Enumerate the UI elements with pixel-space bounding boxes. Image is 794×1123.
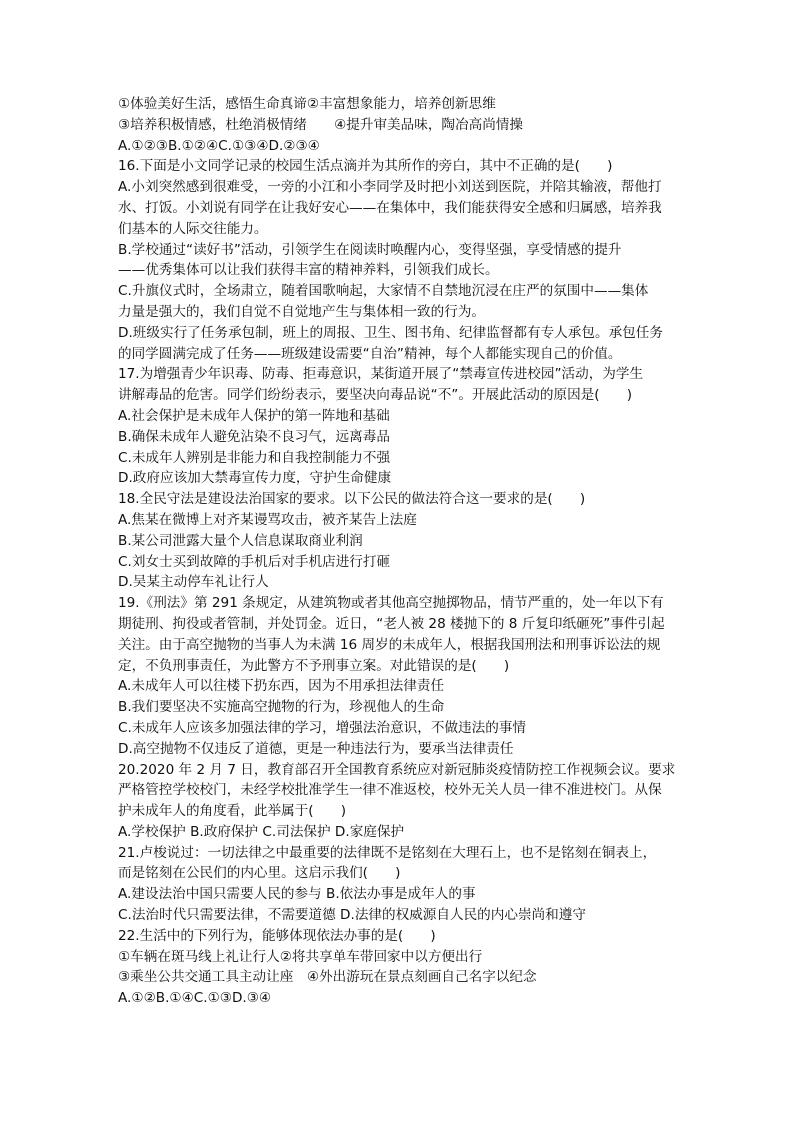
text-line: C.未成年人辨别是非能力和自我控制能力不强 (118, 449, 391, 466)
text-line: A.社会保护是未成年人保护的第一阵地和基础 (118, 407, 390, 424)
text-line: 期徒刑、拘役或者管制，并处罚金。近日，“老人被 28 楼抛下的 8 斤复印纸砸死”事件引起 (118, 615, 665, 632)
text-line: 21.卢梭说过：一切法律之中最重要的法律既不是铭刻在大理石上，也不是铭刻在铜表上， (118, 844, 657, 861)
text-line: C.刘女士买到故障的手机后对手机店进行打砸 (118, 553, 391, 570)
text-line: 力量是强大的，我们自觉不自觉地产生与集体相一致的行为。 (118, 303, 486, 320)
text-line: ①体验美好生活，感悟生命真谛②丰富想象能力，培养创新思维 (118, 96, 496, 112)
text-line: 讲解毒品的危害。同学们纷纷表示，要坚决向毒品说“不”。开展此活动的原因是( ) (118, 387, 633, 404)
text-line: 定，不负刑事责任，为此警方不予刑事立案。对此错误的是( ) (118, 657, 510, 674)
text-line: D.班级实行了任务承包制，班上的周报、卫生、图书角、纪律监督都有专人承包。承包任务 (118, 324, 663, 341)
text-line: 19.《刑法》第 291 条规定，从建筑物或者其他高空抛掷物品，情节严重的，处一年以下有 (118, 595, 664, 612)
text-line: 16.下面是小文同学记录的校园生活点滴并为其所作的旁白，其中不正确的是( ) (118, 158, 613, 175)
text-line: ③培养积极情感，杜绝消极情绪 ④提升审美品味，陶冶高尚情操 (118, 116, 523, 133)
text-line: C.未成年人应该多加强法律的学习，增强法治意识，不做违法的事情 (118, 719, 527, 736)
text-line: A.未成年人可以往楼下扔东西，因为不用承担法律责任 (118, 678, 445, 695)
text-line: D.高空抛物不仅违反了道德，更是一种违法行为，要承当法律责任 (118, 740, 514, 757)
text-line: B.某公司泄露大量个人信息谋取商业利润 (118, 532, 363, 549)
text-line: 22.生活中的下列行为，能够体现依法办事的是( ) (118, 927, 436, 944)
text-line: 而是铭刻在公民们的内心里。这启示我们( ) (118, 865, 401, 882)
text-line: A.①②B.①④C.①③D.③④ (118, 990, 272, 1007)
text-line: 护未成年人的角度看，此举属于( ) (118, 803, 347, 820)
text-line: A.①②③B.①②④C.①③④D.②③④ (118, 137, 320, 154)
text-line: ——优秀集体可以让我们获得丰富的精神养料，引领我们成长。 (118, 262, 499, 279)
text-line: 的同学圆满完成了任务——班级建设需要“自治”精神，每个人都能实现自己的价值。 (118, 345, 622, 362)
text-line: 20.2020 年 2 月 7 日，教育部召开全国教育系统应对新冠肺炎疫情防控工作视频会议。要求 (118, 761, 676, 778)
text-line: A.建设法治中国只需要人民的参与 B.依法办事是成年人的事 (118, 886, 476, 903)
text-line: 们基本的人际交往能力。 (118, 220, 268, 237)
text-line: D.吴某主动停车礼让行人 (118, 574, 269, 591)
text-line: 严格管控学校校门，未经学校批准学生一律不准返校，校外无关人员一律不准进校门。从保 (118, 782, 662, 799)
document-page (118, 94, 688, 1009)
text-line: C.法治时代只需要法律，不需要道德 D.法律的权威源自人民的内心崇尚和遵守 (118, 907, 586, 924)
text-line: B.我们要坚决不实施高空抛物的行为，珍视他人的生命 (118, 699, 445, 716)
text-line: A.学校保护 B.政府保护 C.司法保护 D.家庭保护 (118, 823, 405, 840)
text-line: A.小刘突然感到很难受，一旁的小江和小李同学及时把小刘送到医院，并陪其输液，帮他打 (118, 179, 662, 196)
text-line: 18.全民守法是建设法治国家的要求。以下公民的做法符合这一要求的是( ) (118, 491, 586, 508)
text-line: ③乘坐公共交通工具主动让座 ④外出游玩在景点刻画自己名字以纪念 (118, 969, 537, 986)
text-line: ①车辆在斑马线上礼让行人②将共享单车带回家中以方便出行 (118, 948, 483, 965)
text-line: B.确保未成年人避免沾染不良习气，远离毒品 (118, 428, 390, 445)
text-line: 17.为增强青少年识毒、防毒、拒毒意识，某街道开展了“禁毒宣传进校园”活动，为学生 (118, 366, 644, 383)
text-line: 关注。由于高空抛物的当事人为未满 16 周岁的未成年人，根据我国刑法和刑事诉讼法的规 (118, 636, 661, 653)
text-line: 水、打饭。小刘说有同学在让我好安心——在集体中，我们能获得安全感和归属感，培养我 (118, 199, 662, 216)
text-line: B.学校通过“读好书”活动，引领学生在阅读时唤醒内心，变得坚强，享受情感的提升 (118, 241, 622, 258)
text-line: D.政府应该加大禁毒宣传力度，守护生命健康 (118, 470, 392, 487)
text-line: C.升旗仪式时，全场肃立，随着国歌响起，大家情不自禁地沉浸在庄严的氛围中——集体 (118, 283, 649, 300)
text-line: A.焦某在微博上对齐某谩骂攻击，被齐某告上法庭 (118, 511, 417, 528)
